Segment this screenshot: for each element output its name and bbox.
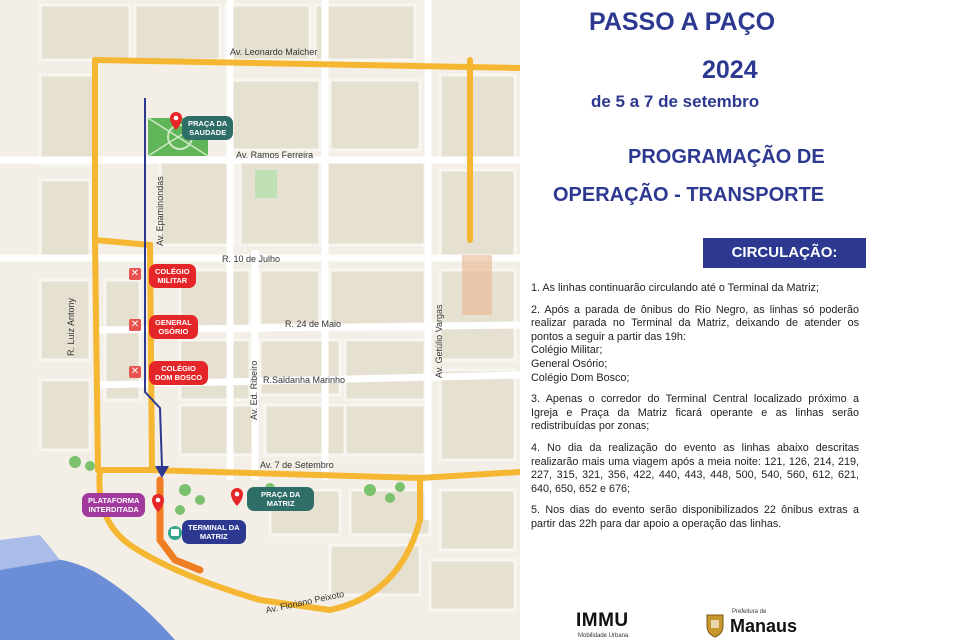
- manaus-logo-prefix: Prefeitura de: [732, 609, 767, 615]
- closed-stop-icon: ✕: [130, 319, 140, 330]
- stop-general-osorio: General Osório;: [531, 357, 608, 370]
- label-praca-da-matriz: PRAÇA DA MATRIZ: [247, 487, 314, 511]
- label-plataforma-interditada: PLATAFORMA INTERDITADA: [82, 493, 145, 517]
- info-item-4: 4. No dia da realização do evento as linhas abaixo descritas realizarão mais uma viagem após a meia noite: 121, 126, 214, 219, 227, 315, 321, 356, 422, 440, 443, 448, 500, 540, 560, 612, 621, 640, 650, 652 e 676;: [531, 441, 859, 495]
- immu-logo: IMMU: [576, 610, 629, 631]
- manaus-crest-icon: [705, 612, 725, 638]
- subtitle-operacao-transporte: OPERAÇÃO - TRANSPORTE: [553, 184, 825, 206]
- info-item-3: 3. Apenas o corredor do Terminal Central localizado próximo a Igreja e Praça da Matriz ficará operante e as linhas serão redistribuídas por zonas;: [531, 393, 859, 433]
- street-ed-ribeiro: Av. Ed. Ribeiro: [249, 360, 259, 420]
- street-floriano-peixoto: Av. Floriano Peixoto: [264, 588, 345, 616]
- stop-colegio-militar: Colégio Militar;: [531, 344, 603, 357]
- info-item-5: 5. Nos dias do evento serão disponibilizados 22 ônibus extras a partir das 22h para dar apoio a operação das linhas.: [531, 504, 859, 530]
- stop-colegio-dom-bosco: Colégio Dom Bosco;: [531, 371, 630, 384]
- street-getulio-vargas: Av. Getúlio Vargas: [434, 304, 444, 378]
- label-terminal-da-matriz: TERMINAL DA MATRIZ: [182, 520, 246, 544]
- manaus-logo: Manaus: [730, 616, 798, 636]
- subtitle-programacao: PROGRAMAÇÃO DE: [628, 146, 825, 168]
- info-list: [531, 282, 859, 540]
- immu-logo-subtitle: Mobilidade Urbana: [578, 633, 629, 639]
- street-epaminondas: Av. Epaminondas: [155, 176, 165, 246]
- street-7-de-setembro: Av. 7 de Setembro: [260, 460, 334, 470]
- street-10-de-julho: R. 10 de Julho: [222, 254, 281, 264]
- label-praca-da-saudade: PRAÇA DA SAUDADE: [182, 116, 233, 140]
- event-dates: de 5 a 7 de setembro: [591, 92, 760, 111]
- label-colegio-militar: COLÉGIO MILITAR: [149, 264, 196, 288]
- closed-stop-icon: ✕: [130, 366, 140, 377]
- closed-stop-icon: ✕: [130, 268, 140, 279]
- title-year: 2024: [702, 56, 758, 84]
- street-saldanha-marinho: R.Saldanha Marinho: [263, 375, 346, 385]
- info-item-2-text: 2. Após a parada de ônibus do Rio Negro, as linhas só poderão realizar parada no Terminal da Matriz, deixando de atender os pontos a seguir a partir das 19h:: [531, 303, 859, 343]
- street-24-de-maio: R. 24 de Maio: [285, 319, 342, 329]
- street-ramos-ferreira: Av. Ramos Ferreira: [236, 150, 314, 160]
- section-circulacao: CIRCULAÇÃO:: [703, 238, 866, 268]
- label-colegio-dom-bosco: COLÉGIO DOM BOSCO: [149, 361, 208, 385]
- label-general-osorio: GENERAL OSÓRIO: [149, 315, 198, 339]
- logos: [570, 606, 870, 640]
- info-item-1: 1. As linhas continuarão circulando até o Terminal da Matriz;: [531, 282, 819, 294]
- info-item-2: [531, 304, 859, 386]
- street-luiz-antony: R. Luiz Antony: [66, 297, 76, 356]
- title-passo-a-paco: PASSO A PAÇO: [589, 8, 776, 36]
- street-leonardo-malcher: Av. Leonardo Malcher: [230, 47, 318, 57]
